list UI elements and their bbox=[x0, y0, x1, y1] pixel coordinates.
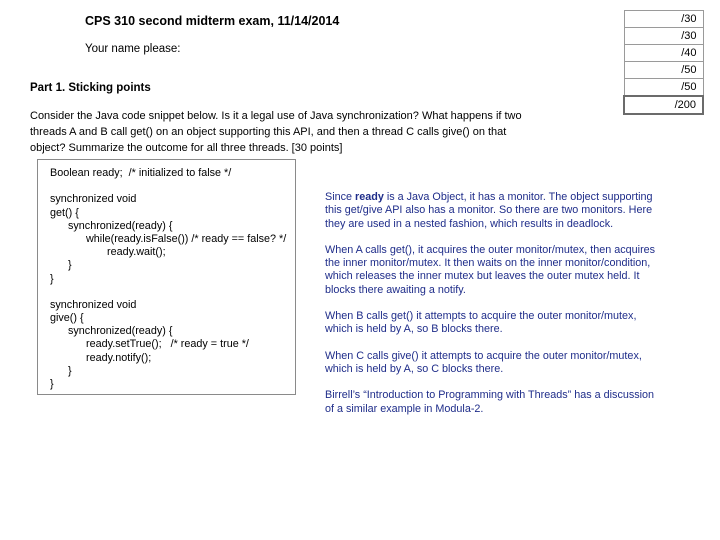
code-line: while(ready.isFalse()) /* ready == false? */ bbox=[86, 232, 287, 245]
code-line: synchronized void bbox=[50, 298, 137, 311]
score-cell: /30 bbox=[624, 11, 703, 28]
answer-paragraph: Birrell’s “Introduction to Programming with Threads” has a discussion of a similar example in Modula-2. bbox=[325, 389, 655, 415]
score-total-cell: /200 bbox=[624, 96, 703, 114]
answer-paragraph: When B calls get() it attempts to acquire the outer monitor/mutex, which is held by A, so B blocks there. bbox=[325, 310, 637, 336]
code-line: synchronized(ready) { bbox=[68, 325, 173, 338]
score-row bbox=[624, 28, 703, 45]
code-line: give() { bbox=[50, 312, 84, 325]
code-line: synchronized(ready) { bbox=[68, 219, 173, 232]
score-total-row bbox=[624, 96, 703, 114]
part1-title: Part 1. Sticking points bbox=[30, 82, 151, 94]
code-line bbox=[50, 286, 295, 299]
answer-text-span: Since bbox=[325, 191, 356, 203]
part1-question: Consider the Java code snippet below. Is it a legal use of Java synchronization? What happens if two threads A and B call get() on an object supporting this API, and then a thread C calls give() on that object? Summarize the outcome for all three threads. [30 points] bbox=[30, 110, 522, 154]
code-line: } bbox=[50, 272, 54, 285]
answer-text-span: is a Java Object, it has a monitor. The object supporting this get/give API also has a monitor. So there are two monitors. Here they are used in a nested fashion, which results in deadlock. bbox=[325, 191, 653, 230]
code-line: Boolean ready; /* initialized to false */ bbox=[50, 167, 232, 179]
code-line: } bbox=[50, 378, 54, 390]
code-line: ready.setTrue(); /* ready = true */ bbox=[86, 338, 249, 351]
score-row bbox=[624, 79, 703, 97]
code-line: } bbox=[68, 364, 72, 377]
score-row bbox=[624, 62, 703, 79]
name-prompt: Your name please: bbox=[85, 43, 181, 55]
code-line bbox=[50, 180, 295, 193]
code-snippet-box bbox=[37, 159, 296, 395]
code-line: synchronized void bbox=[50, 193, 137, 206]
code-line: } bbox=[68, 259, 72, 272]
answer-paragraph: When C calls give() it attempts to acquire the outer monitor/mutex, which is held by A, so C blocks there. bbox=[325, 349, 642, 375]
score-cell: /40 bbox=[624, 45, 703, 62]
score-row bbox=[624, 45, 703, 62]
answer-text bbox=[325, 191, 657, 429]
code-line: ready.notify(); bbox=[86, 351, 152, 364]
exam-title: CPS 310 second midterm exam, 11/14/2014 bbox=[85, 14, 340, 28]
ready-keyword: ready bbox=[355, 191, 384, 203]
code-line: get() { bbox=[50, 206, 79, 219]
score-row bbox=[624, 11, 703, 28]
code-line: ready.wait(); bbox=[107, 246, 166, 259]
answer-paragraph: When A calls get(), it acquires the outer monitor/mutex, then acquires the inner monitor/mutex. It then waits on the inner monitor/condition, which releases the inner mutex but leaves the outer mutex held. It blocks there awaiting a notify. bbox=[325, 243, 656, 296]
score-cell: /30 bbox=[624, 28, 703, 45]
score-cell: /50 bbox=[624, 79, 703, 97]
score-table bbox=[623, 10, 704, 115]
answer-paragraph bbox=[325, 191, 657, 231]
score-cell: /50 bbox=[624, 62, 703, 79]
